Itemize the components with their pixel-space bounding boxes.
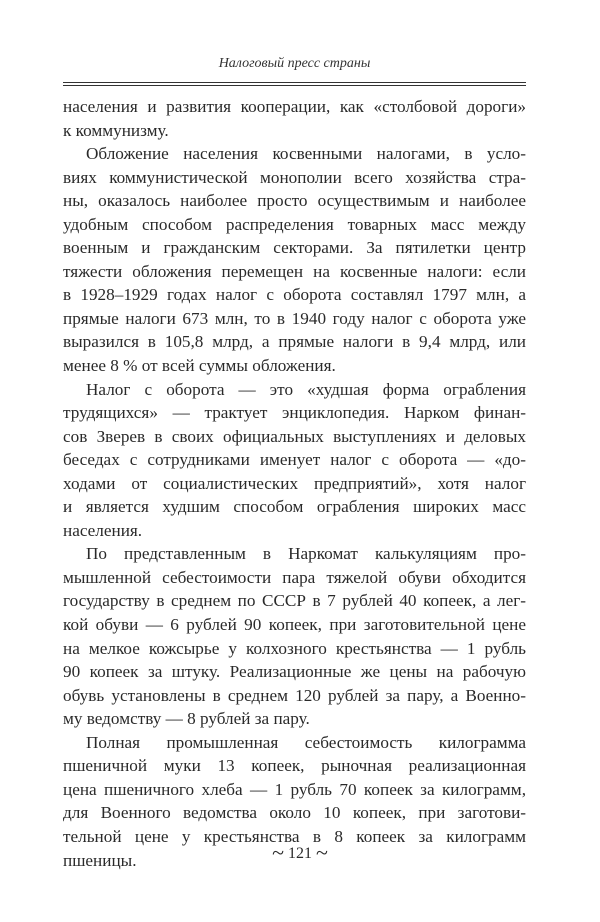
text-line: пшеничной муки 13 копеек, рыночная реализационная — [63, 756, 526, 776]
text-line: тяжести обложения перемещен на косвенные налоги: если — [63, 261, 526, 281]
text-line: цена пшеничного хлеба — 1 рубль 70 копеек за килограмм, — [63, 779, 526, 799]
text-line: беседах с сотрудниками именует налог с оборота — «до- — [63, 450, 526, 470]
text-line: на мелкое кожсырье у колхозного крестьянства — 1 рубль — [63, 638, 526, 658]
page-number: 121 — [288, 845, 312, 862]
page-footer — [0, 840, 600, 866]
text-line: мышленной себестоимости пара тяжелой обуви обходится — [63, 567, 526, 587]
text-line: ходами от социалистических предприятий», хотя налог — [63, 473, 526, 493]
text-line: По представленным в Наркомат калькуляциям про- — [86, 544, 526, 564]
text-line: населения. — [63, 520, 143, 540]
text-line: удобным способом распределения товарных масс между — [63, 214, 526, 234]
ornament-left-icon: ~ — [272, 840, 284, 865]
paragraph — [63, 378, 526, 543]
text-line: в 1928–1929 годах налог с оборота составлял 1797 млн, а — [63, 285, 526, 305]
text-line: населения и развития кооперации, как «столбовой дороги» — [63, 97, 526, 116]
text-line: сов Зверев в своих официальных выступлениях и деловых — [63, 426, 526, 446]
text-line: для Военного ведомства около 10 копеек, при заготови- — [63, 803, 526, 823]
text-line: прямые налоги 673 млн, то в 1940 году налог с оборота уже — [63, 308, 526, 328]
text-line: к коммунизму. — [63, 120, 169, 140]
text-line: Обложение населения косвенными налогами, в усло- — [86, 144, 526, 164]
running-header: Налоговый пресс страны — [218, 56, 371, 71]
header-rule — [63, 82, 526, 86]
text-line: Полная промышленная себестоимость килограмма — [86, 732, 526, 752]
text-line: кой обуви — 6 рублей 90 копеек, при заготовительной цене — [63, 615, 526, 635]
text-line: Налог с оборота — это «худшая форма ограбления — [86, 379, 526, 399]
text-line: трудящихся» — трактует энциклопедия. Нарком финан- — [63, 403, 526, 423]
text-line: пшеницы. — [63, 850, 137, 870]
paragraph — [63, 95, 526, 142]
text-line: ны, оказалось наиболее просто осуществимым и наиболее — [63, 191, 526, 211]
text-line: государству в среднем по СССР в 7 рублей 40 копеек, а лег- — [63, 591, 526, 611]
text-line: 90 копеек за штуку. Реализационные же цены на рабочую — [63, 662, 526, 682]
page-body-text — [63, 95, 526, 872]
text-line: выразился в 105,8 млрд, а прямые налоги в 9,4 млрд, или — [63, 332, 526, 352]
text-line: обувь установлены в среднем 120 рублей за пару, а Военно- — [63, 685, 526, 705]
text-line: виях коммунистической монополии всего хозяйства стра- — [63, 167, 526, 187]
paragraph — [63, 542, 526, 730]
ornament-right-icon: ~ — [316, 840, 328, 865]
text-line: и является худшим способом ограбления широких масс — [63, 497, 526, 517]
text-line: тельной цене у крестьянства в 8 копеек за килограмм — [63, 826, 526, 846]
paragraph — [63, 142, 526, 377]
text-line: му ведомству — 8 рублей за пару. — [63, 709, 310, 729]
text-line: менее 8 % от всей суммы обложения. — [63, 356, 336, 376]
text-line: военным и гражданским секторами. За пятилетки центр — [63, 238, 526, 258]
